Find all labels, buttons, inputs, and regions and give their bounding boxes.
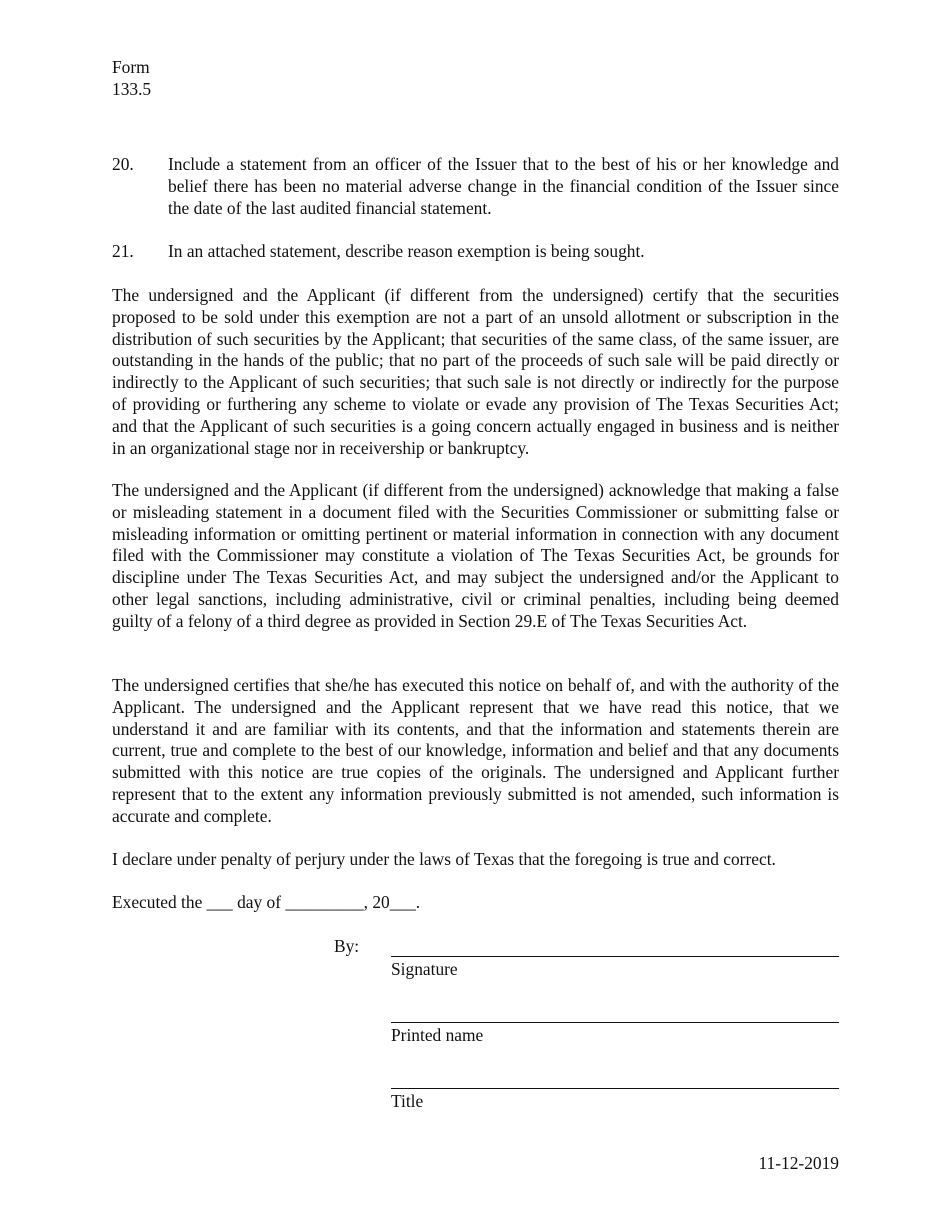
- title-caption: Title: [391, 1091, 424, 1111]
- printed-name-line: [391, 1022, 839, 1023]
- acknowledgement-paragraph: The undersigned and the Applicant (if different from the undersigned) acknowledge that making a false or misleading statement in a document filed with the Securities Commissioner or submitting false or misleading information or omitting pertinent or material information in connection with any document filed with the Commissioner may constitute a violation of The Texas Securities Act, be grounds for discipline under The Texas Securities Act, and may subject the undersigned and/or the Applicant to other legal sanctions, including administrative, civil or criminal penalties, including being deemed guilty of a felony of a third degree as provided in Section 29.E of The Texas Securities Act.: [112, 480, 839, 631]
- form-code: 133.5: [112, 78, 152, 99]
- item-text: In an attached statement, describe reason exemption is being sought.: [168, 241, 645, 261]
- document-page: [112, 0, 839, 1230]
- perjury-declaration: I declare under penalty of perjury under the laws of Texas that the foregoing is true and correct.: [112, 849, 776, 869]
- executed-date-line: Executed the ___ day of _________, 20___.: [112, 892, 421, 912]
- list-item-21: [112, 241, 839, 263]
- form-number: [112, 57, 151, 101]
- execution-authority-paragraph: The undersigned certifies that she/he has executed this notice on behalf of, and with the authority of the Applicant. The undersigned and the Applicant represent that we have read this notice, that we understand it and are familiar with its contents, and that the information and statements therein are current, true and complete to the best of our knowledge, information and belief and that any documents submitted with this notice are true copies of the originals. The undersigned and Applicant further represent that to the extent any information previously submitted is not amended, such information is accurate and complete.: [112, 675, 839, 826]
- certification-paragraph: The undersigned and the Applicant (if different from the undersigned) certify that the securities proposed to be sold under this exemption are not a part of an unsold allotment or subscription in the distribution of such securities by the Applicant; that securities of the same class, of the same issuer, are outstanding in the hands of the public; that no part of the proceeds of such sale will be paid directly or indirectly to the Applicant of such securities; that such sale is not directly or indirectly for the purpose of providing or furthering any scheme to violate or evade any provision of The Texas Securities Act; and that the Applicant of such securities is a going concern actually engaged in business and is neither in an organizational stage nor in receivership or bankruptcy.: [112, 285, 839, 458]
- form-label: Form: [112, 57, 150, 77]
- item-number: 21.: [112, 241, 134, 261]
- signature-line: [391, 956, 839, 957]
- list-item-20: [112, 154, 839, 219]
- printed-name-caption: Printed name: [391, 1025, 484, 1045]
- revision-date: 11-12-2019: [758, 1153, 839, 1173]
- item-number: 20.: [112, 154, 134, 174]
- by-label: By:: [334, 936, 360, 956]
- title-line: [391, 1088, 839, 1089]
- item-text: Include a statement from an officer of the Issuer that to the best of his or her knowledge and belief there has been no material adverse change in the financial condition of the Issuer since the date of the last audited financial statement.: [168, 154, 839, 218]
- signature-caption: Signature: [391, 959, 458, 979]
